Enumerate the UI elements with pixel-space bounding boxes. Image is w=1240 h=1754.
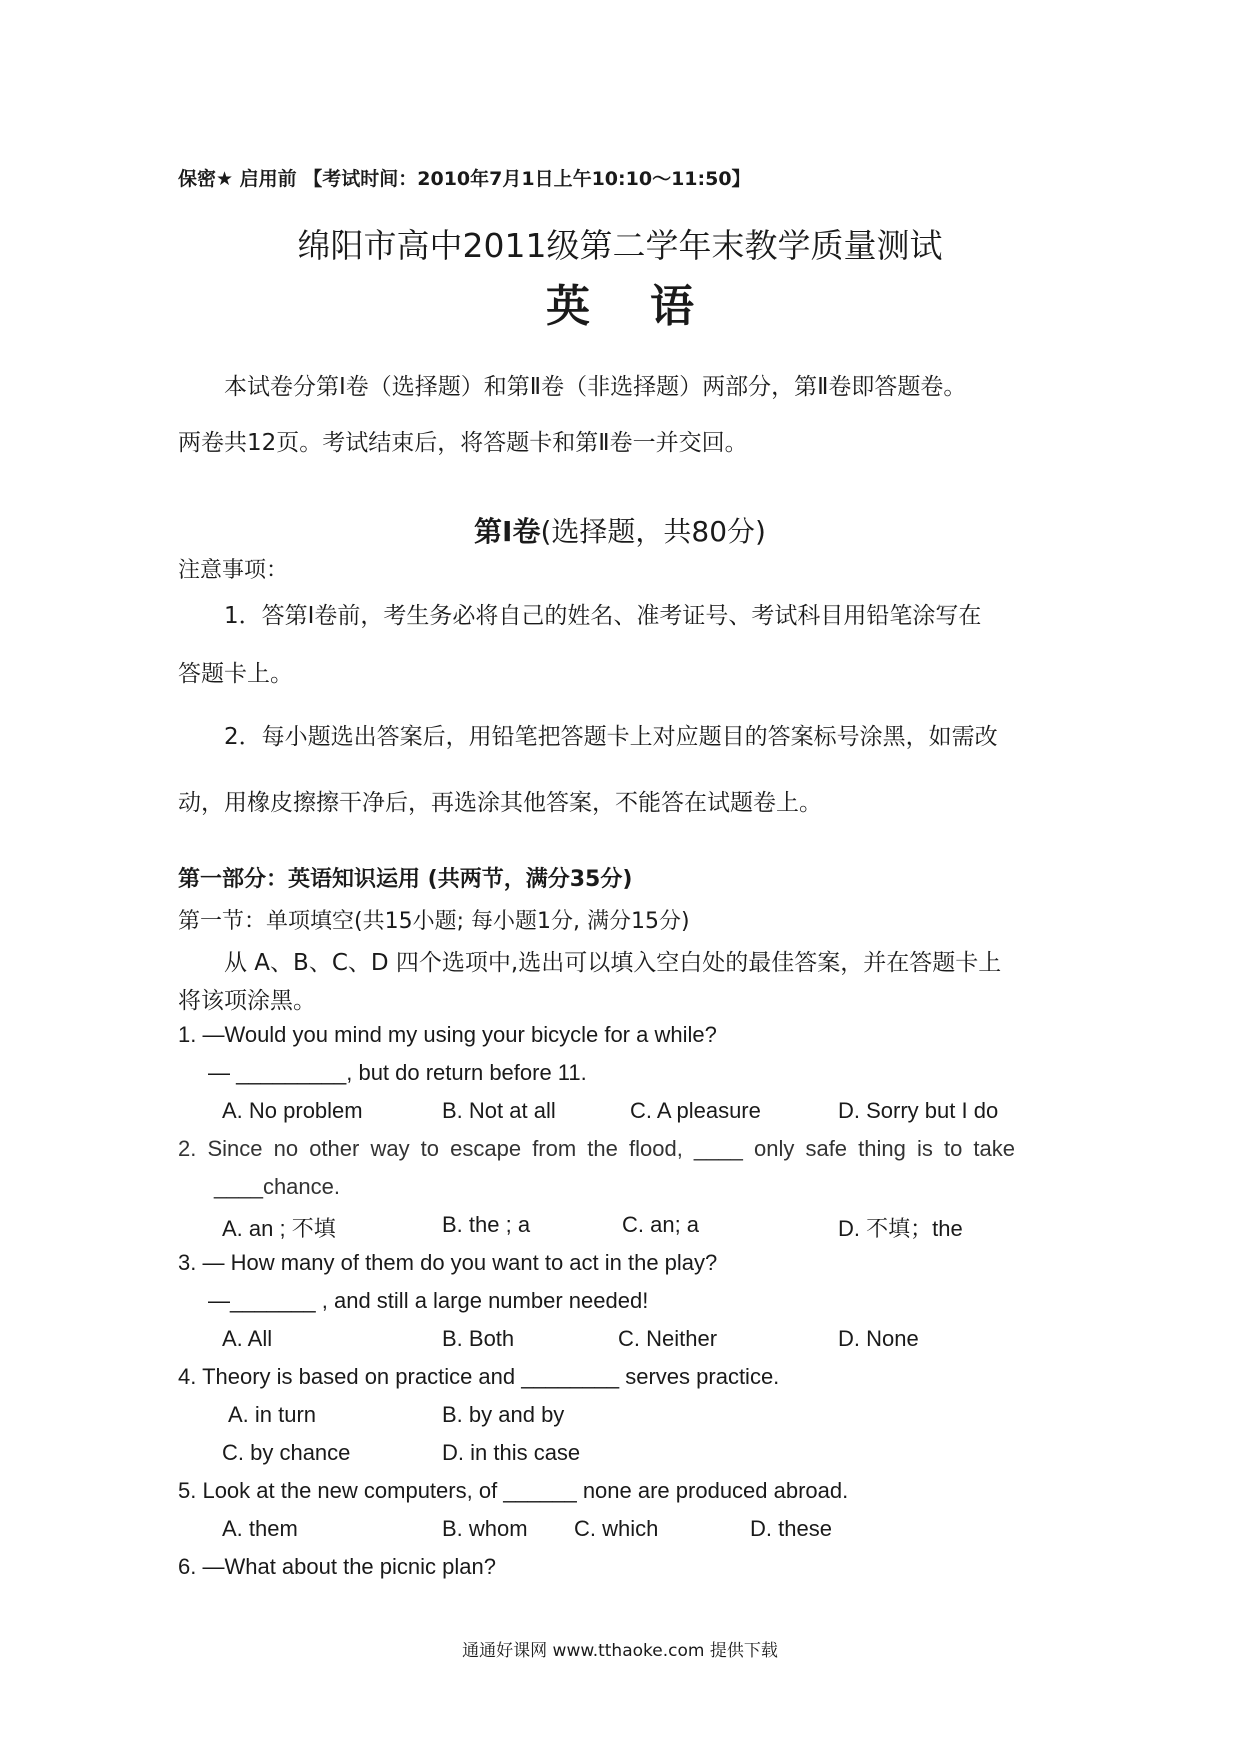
question-1-reply: — _________, but do return before 11. — [208, 1060, 587, 1085]
q3-option-a: A. All — [222, 1326, 273, 1351]
note-2-line-2: 动，用橡皮擦擦干净后，再选涂其他答案，不能答在试题卷上。 — [178, 790, 822, 816]
q5-option-b: B. whom — [442, 1516, 528, 1541]
q3-option-d: D. None — [838, 1326, 919, 1351]
q1-option-d: D. Sorry but I do — [838, 1098, 999, 1123]
q2-option-c: C. an; a — [622, 1212, 700, 1237]
subject-title: 英语 — [546, 281, 754, 332]
q4-option-a: A. in turn — [228, 1402, 317, 1427]
q4-option-b: B. by and by — [442, 1402, 565, 1427]
q2-option-b: B. the ; a — [442, 1212, 531, 1237]
question-2-stem-cont: ____chance. — [214, 1174, 340, 1199]
q4-option-d: D. in this case — [442, 1440, 581, 1465]
q5-option-d: D. these — [750, 1516, 832, 1541]
volume-1-desc: (选择题，共80分) — [540, 515, 766, 548]
q3-option-b: B. Both — [442, 1326, 515, 1351]
instruction-line-1: 从 A、B、C、D 四个选项中,选出可以填入空白处的最佳答案，并在答题卡上 — [224, 950, 1002, 976]
note-1-line-1: 1．答第Ⅰ卷前，考生务必将自己的姓名、准考证号、考试科目用铅笔涂写在 — [224, 603, 982, 629]
question-3-stem: 3. — How many of them do you want to act in the play? — [178, 1250, 718, 1275]
note-1-line-2: 答题卡上。 — [178, 661, 293, 687]
section-1-heading: 第一节：单项填空(共15小题; 每小题1分, 满分15分) — [178, 909, 690, 934]
q3-option-c: C. Neither — [618, 1326, 718, 1351]
q1-option-b: B. Not at all — [442, 1098, 556, 1123]
question-2-stem: 2. Since no other way to escape from the flood, ____ only safe thing is to take — [178, 1136, 1016, 1161]
volume-1-label: 第Ⅰ卷 — [474, 515, 541, 548]
q5-option-c: C. which — [574, 1516, 659, 1541]
intro-line-1: 本试卷分第Ⅰ卷（选择题）和第Ⅱ卷（非选择题）两部分，第Ⅱ卷即答题卷。 — [224, 374, 967, 400]
notes-heading: 注意事项： — [178, 558, 289, 583]
q5-option-a: A. them — [222, 1516, 298, 1541]
question-5-stem: 5. Look at the new computers, of ______ none are produced abroad. — [178, 1478, 849, 1503]
note-2-line-1: 2．每小题选出答案后，用铅笔把答题卡上对应题目的答案标号涂黑，如需改 — [224, 724, 998, 750]
intro-line-2: 两卷共12页。考试结束后，将答题卡和第Ⅱ卷一并交回。 — [178, 430, 748, 456]
q1-option-a: A. No problem — [222, 1098, 363, 1123]
question-6-stem: 6. —What about the picnic plan? — [178, 1554, 496, 1579]
question-3-reply: —_______ , and still a large number needed! — [208, 1288, 649, 1313]
q2-option-d: D. 不填；the — [838, 1216, 963, 1241]
question-4-stem: 4. Theory is based on practice and ________ serves practice. — [178, 1364, 780, 1389]
q2-option-a: A. an ; 不填 — [222, 1216, 336, 1241]
question-1-stem: 1. —Would you mind my using your bicycle for a while? — [178, 1022, 717, 1047]
page-footer: 通通好课网 www.tthaoke.com 提供下载 — [462, 1641, 778, 1661]
confidential-header: 保密★ 启用前 【考试时间：2010年7月1日上午10:10～11:50】 — [178, 168, 751, 190]
volume-1-heading — [0, 510, 1240, 550]
q1-option-c: C. A pleasure — [630, 1098, 761, 1123]
q4-option-c: C. by chance — [222, 1440, 351, 1465]
instruction-line-2: 将该项涂黑。 — [178, 988, 316, 1014]
part-1-heading: 第一部分：英语知识运用 (共两节，满分35分) — [178, 867, 633, 892]
exam-title: 绵阳市高中2011级第二学年末教学质量测试 — [297, 226, 943, 265]
